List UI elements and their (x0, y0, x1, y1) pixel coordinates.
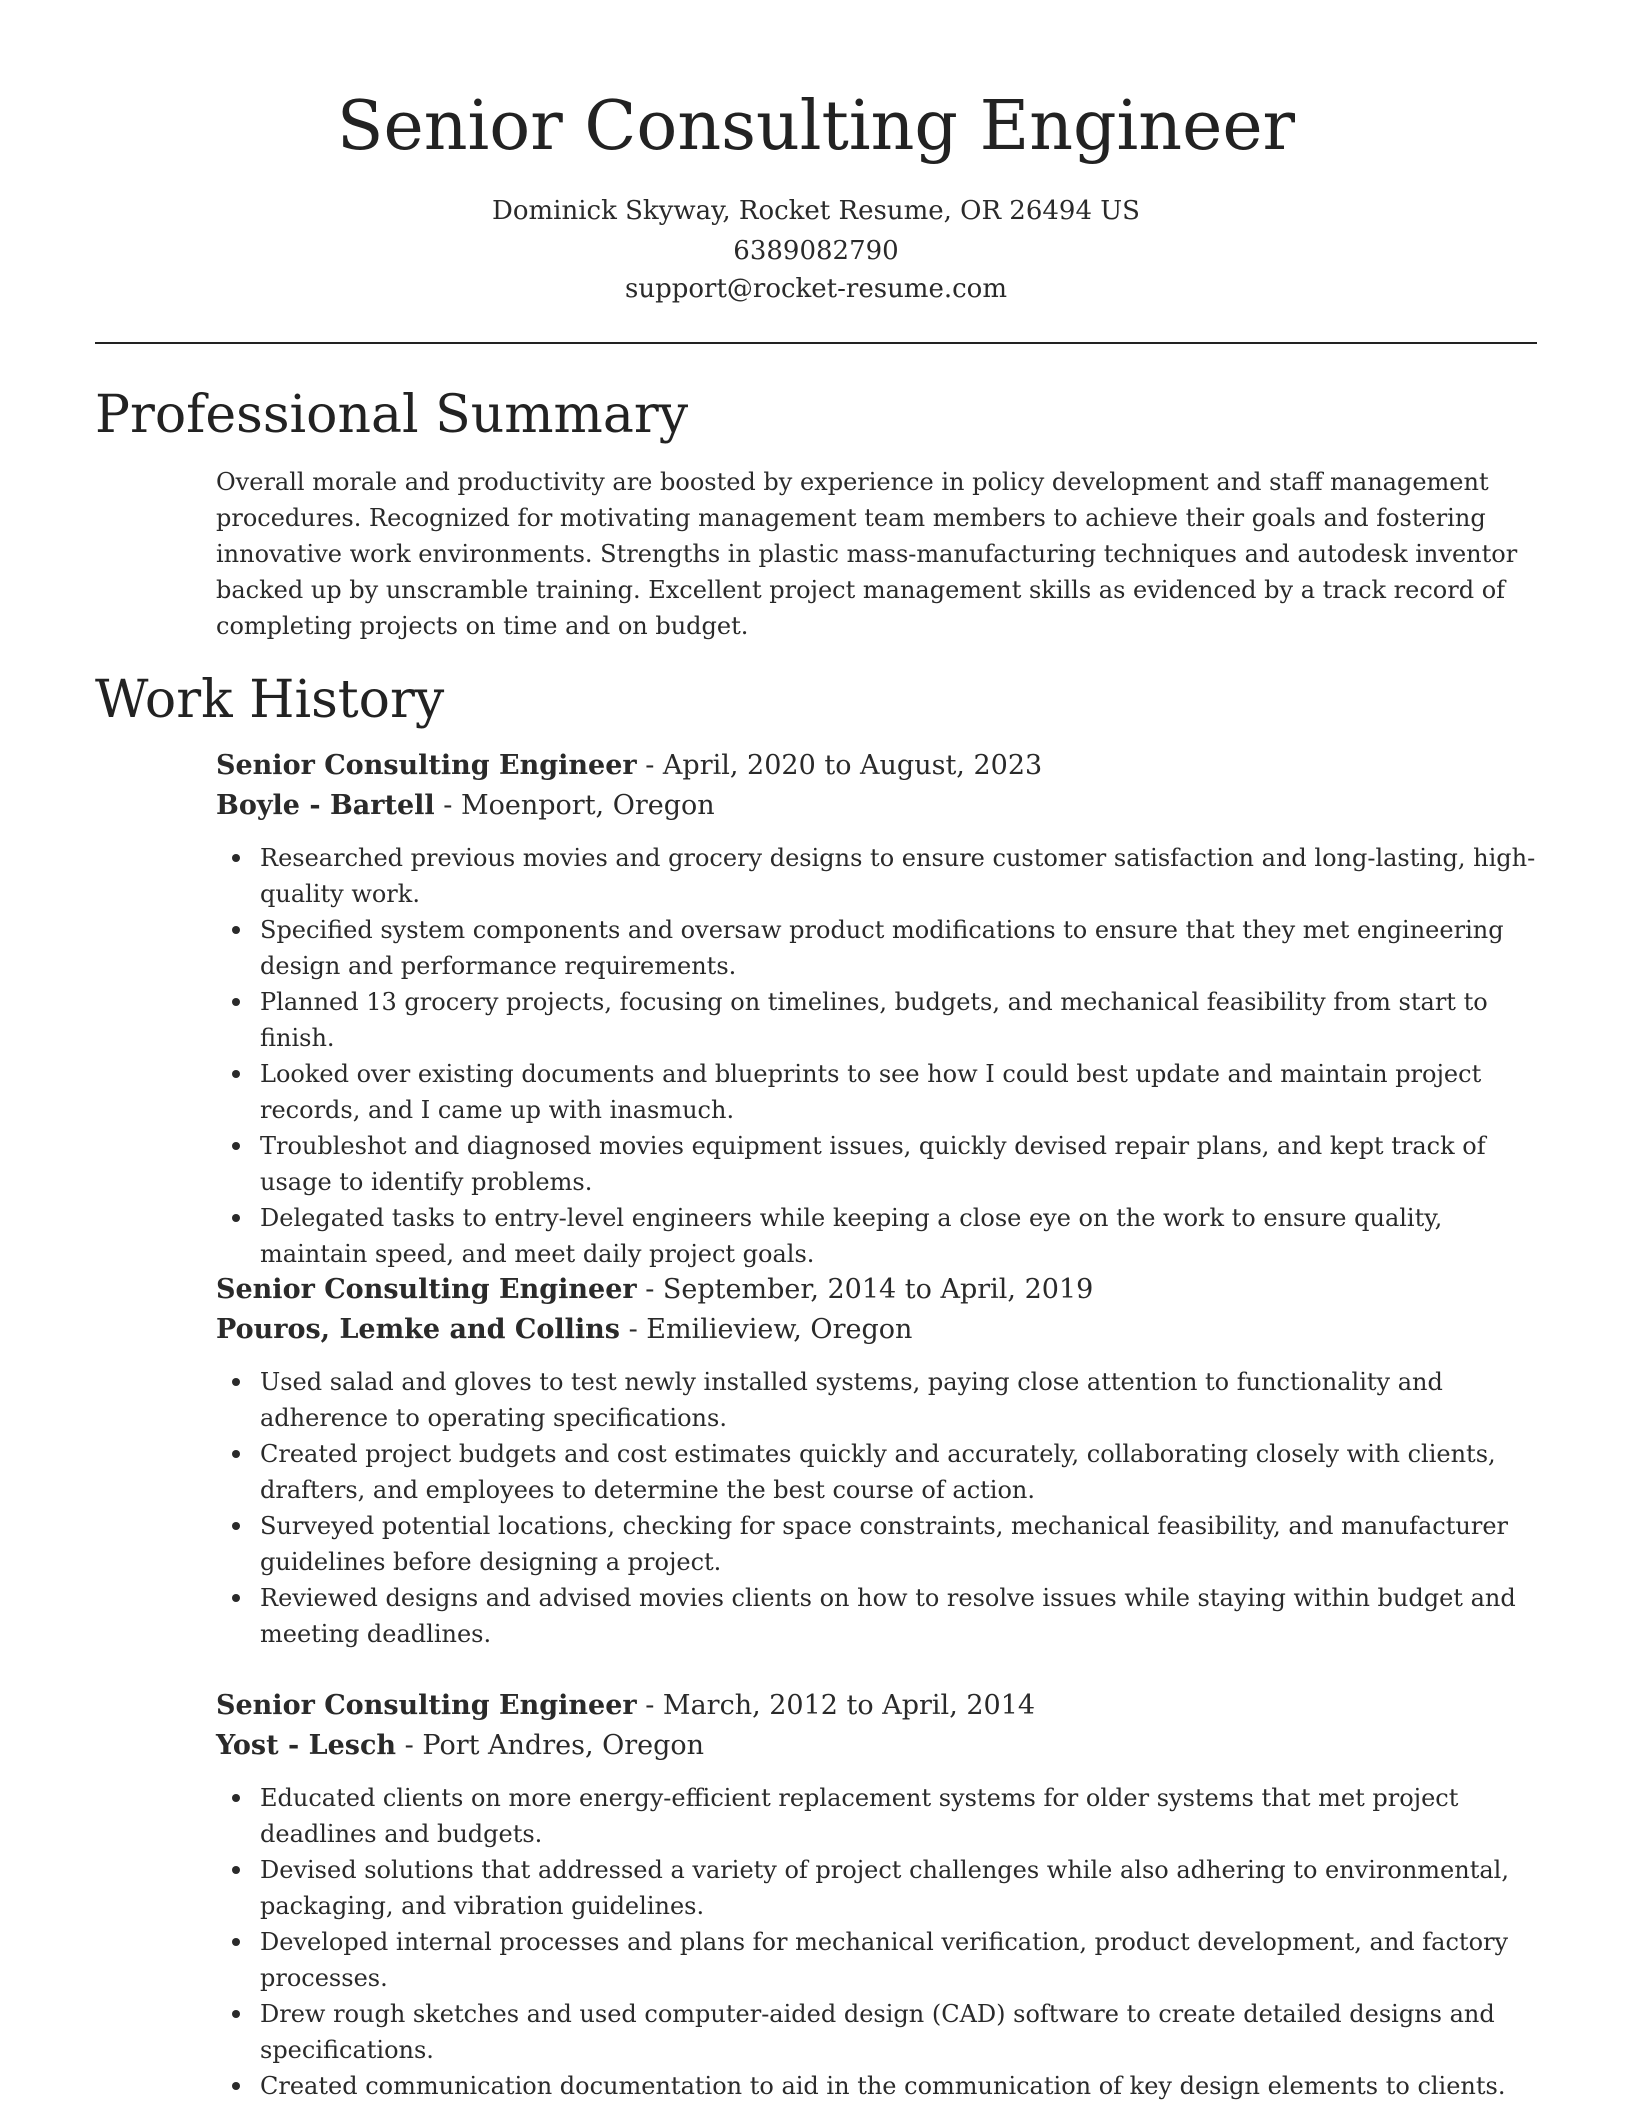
bullet-dot-icon (232, 1794, 240, 1802)
header-divider (95, 342, 1537, 344)
bullet-dot-icon (232, 1142, 240, 1150)
bullet-dot-icon (232, 1378, 240, 1386)
job-dates: April, 2020 to August, 2023 (662, 750, 1043, 781)
bullet-dot-icon (232, 854, 240, 862)
job-title-line (216, 1270, 1546, 1310)
bullet-dot-icon (232, 926, 240, 934)
job-bullet-text: Planned 13 grocery projects, focusing on timelines, budgets, and mechanical feasibility from start to finish. (260, 988, 1488, 1052)
bullet-dot-icon (232, 1938, 240, 1946)
job-bullet-list (216, 840, 1546, 1272)
bullet-dot-icon (232, 1522, 240, 1530)
job-bullet-text: Reviewed designs and advised movies clients on how to resolve issues while staying within budget and meeting deadlines. (260, 1584, 1516, 1648)
job-location: Emilieview, Oregon (646, 1314, 913, 1345)
job-bullet (216, 1364, 1546, 1436)
job-separator: - (404, 1730, 423, 1761)
bullet-dot-icon (232, 1866, 240, 1874)
bullet-dot-icon (232, 998, 240, 1006)
job-bullet (216, 1996, 1546, 2068)
bullet-dot-icon (232, 1450, 240, 1458)
job-bullet (216, 912, 1546, 984)
job-title-line (216, 1686, 1546, 1726)
job-bullet (216, 1508, 1546, 1580)
job-bullet (216, 1056, 1546, 1128)
job-separator: - (645, 1690, 663, 1721)
job-bullet-text: Specified system components and oversaw product modifications to ensure that they met engineering design and performance requirements. (260, 916, 1504, 980)
job-location: Moenport, Oregon (460, 790, 715, 821)
job-bullet (216, 1436, 1546, 1508)
job-location: Port Andres, Oregon (422, 1730, 705, 1761)
job-bullet-list (216, 1780, 1546, 2104)
bullet-dot-icon (232, 1594, 240, 1602)
job-bullet-text: Educated clients on more energy-efficient replacement systems for older systems that met project deadlines and budgets. (260, 1784, 1459, 1848)
section-heading-work-history: Work History (95, 670, 445, 730)
section-heading-summary: Professional Summary (95, 385, 689, 445)
job-separator: - (645, 1274, 663, 1305)
job-dates: March, 2012 to April, 2014 (662, 1690, 1036, 1721)
job-bullet-text: Surveyed potential locations, checking for space constraints, mechanical feasibility, and manufacturer guidelines before designing a project. (260, 1512, 1508, 1576)
job-entry (216, 746, 1546, 1272)
summary-paragraph: Overall morale and productivity are boosted by experience in policy development and staff management procedures. Recognized for motivating management team members to achieve their goals and fostering innovative work environments. Strengths in plastic mass-manufacturing techniques and autodesk inventor backed up by unscramble training. Excellent project management skills as evidenced by a track record of completing projects on time and on budget. (216, 468, 1518, 640)
resume-name-title: Senior Consulting Engineer (336, 87, 1296, 166)
bullet-dot-icon (232, 1214, 240, 1222)
job-bullet (216, 1128, 1546, 1200)
job-title: Senior Consulting Engineer (216, 750, 637, 781)
contact-phone: 6389082790 (733, 236, 899, 266)
job-bullet (216, 840, 1546, 912)
job-separator: - (443, 790, 461, 821)
job-bullet (216, 1852, 1546, 1924)
job-bullet (216, 1780, 1546, 1852)
job-entry (216, 1270, 1546, 1652)
job-company: Yost - Lesch (216, 1730, 397, 1761)
job-bullet-text: Drew rough sketches and used computer-aided design (CAD) software to create detailed designs and specifications. (260, 2000, 1495, 2064)
job-separator: - (628, 1314, 647, 1345)
bullet-dot-icon (232, 2010, 240, 2018)
job-bullet (216, 1580, 1546, 1652)
job-bullet (216, 2068, 1546, 2104)
job-bullet (216, 984, 1546, 1056)
job-bullet-list (216, 1364, 1546, 1652)
contact-address: Dominick Skyway, Rocket Resume, OR 26494 US (491, 196, 1140, 226)
job-bullet-text: Looked over existing documents and blueprints to see how I could best update and maintain project records, and I came up with inasmuch. (260, 1060, 1482, 1124)
contact-email: support@rocket-resume.com (624, 274, 1007, 304)
job-company-line (216, 1310, 1546, 1350)
job-company-line (216, 786, 1546, 826)
job-title-line (216, 746, 1546, 786)
bullet-dot-icon (232, 1070, 240, 1078)
job-company: Pouros, Lemke and Collins (216, 1314, 620, 1345)
job-entry (216, 1686, 1546, 2104)
job-dates: September, 2014 to April, 2019 (662, 1274, 1094, 1305)
job-bullet-text: Used salad and gloves to test newly installed systems, paying close attention to functionality and adherence to operating specifications. (260, 1368, 1443, 1432)
job-company: Boyle - Bartell (216, 790, 435, 821)
job-bullet-text: Troubleshot and diagnosed movies equipment issues, quickly devised repair plans, and kept track of usage to identify problems. (260, 1132, 1486, 1196)
job-bullet-text: Created project budgets and cost estimates quickly and accurately, collaborating closely with clients, drafters, and employees to determine the best course of action. (260, 1440, 1496, 1504)
job-bullet-text: Created communication documentation to aid in the communication of key design elements to clients. (260, 2072, 1506, 2100)
job-title: Senior Consulting Engineer (216, 1690, 637, 1721)
job-company-line (216, 1726, 1546, 1766)
job-bullet (216, 1924, 1546, 1996)
job-separator: - (645, 750, 663, 781)
job-title: Senior Consulting Engineer (216, 1274, 637, 1305)
job-bullet-text: Developed internal processes and plans for mechanical verification, product development, and factory processes. (260, 1928, 1509, 1992)
job-bullet-text: Devised solutions that addressed a variety of project challenges while also adhering to environmental, packaging, and vibration guidelines. (260, 1856, 1509, 1920)
job-bullet-text: Researched previous movies and grocery designs to ensure customer satisfaction and long-lasting, high-quality work. (260, 844, 1536, 908)
bullet-dot-icon (232, 2082, 240, 2090)
job-bullet-text: Delegated tasks to entry-level engineers while keeping a close eye on the work to ensure quality, maintain speed, and meet daily project goals. (260, 1204, 1443, 1268)
job-bullet (216, 1200, 1546, 1272)
